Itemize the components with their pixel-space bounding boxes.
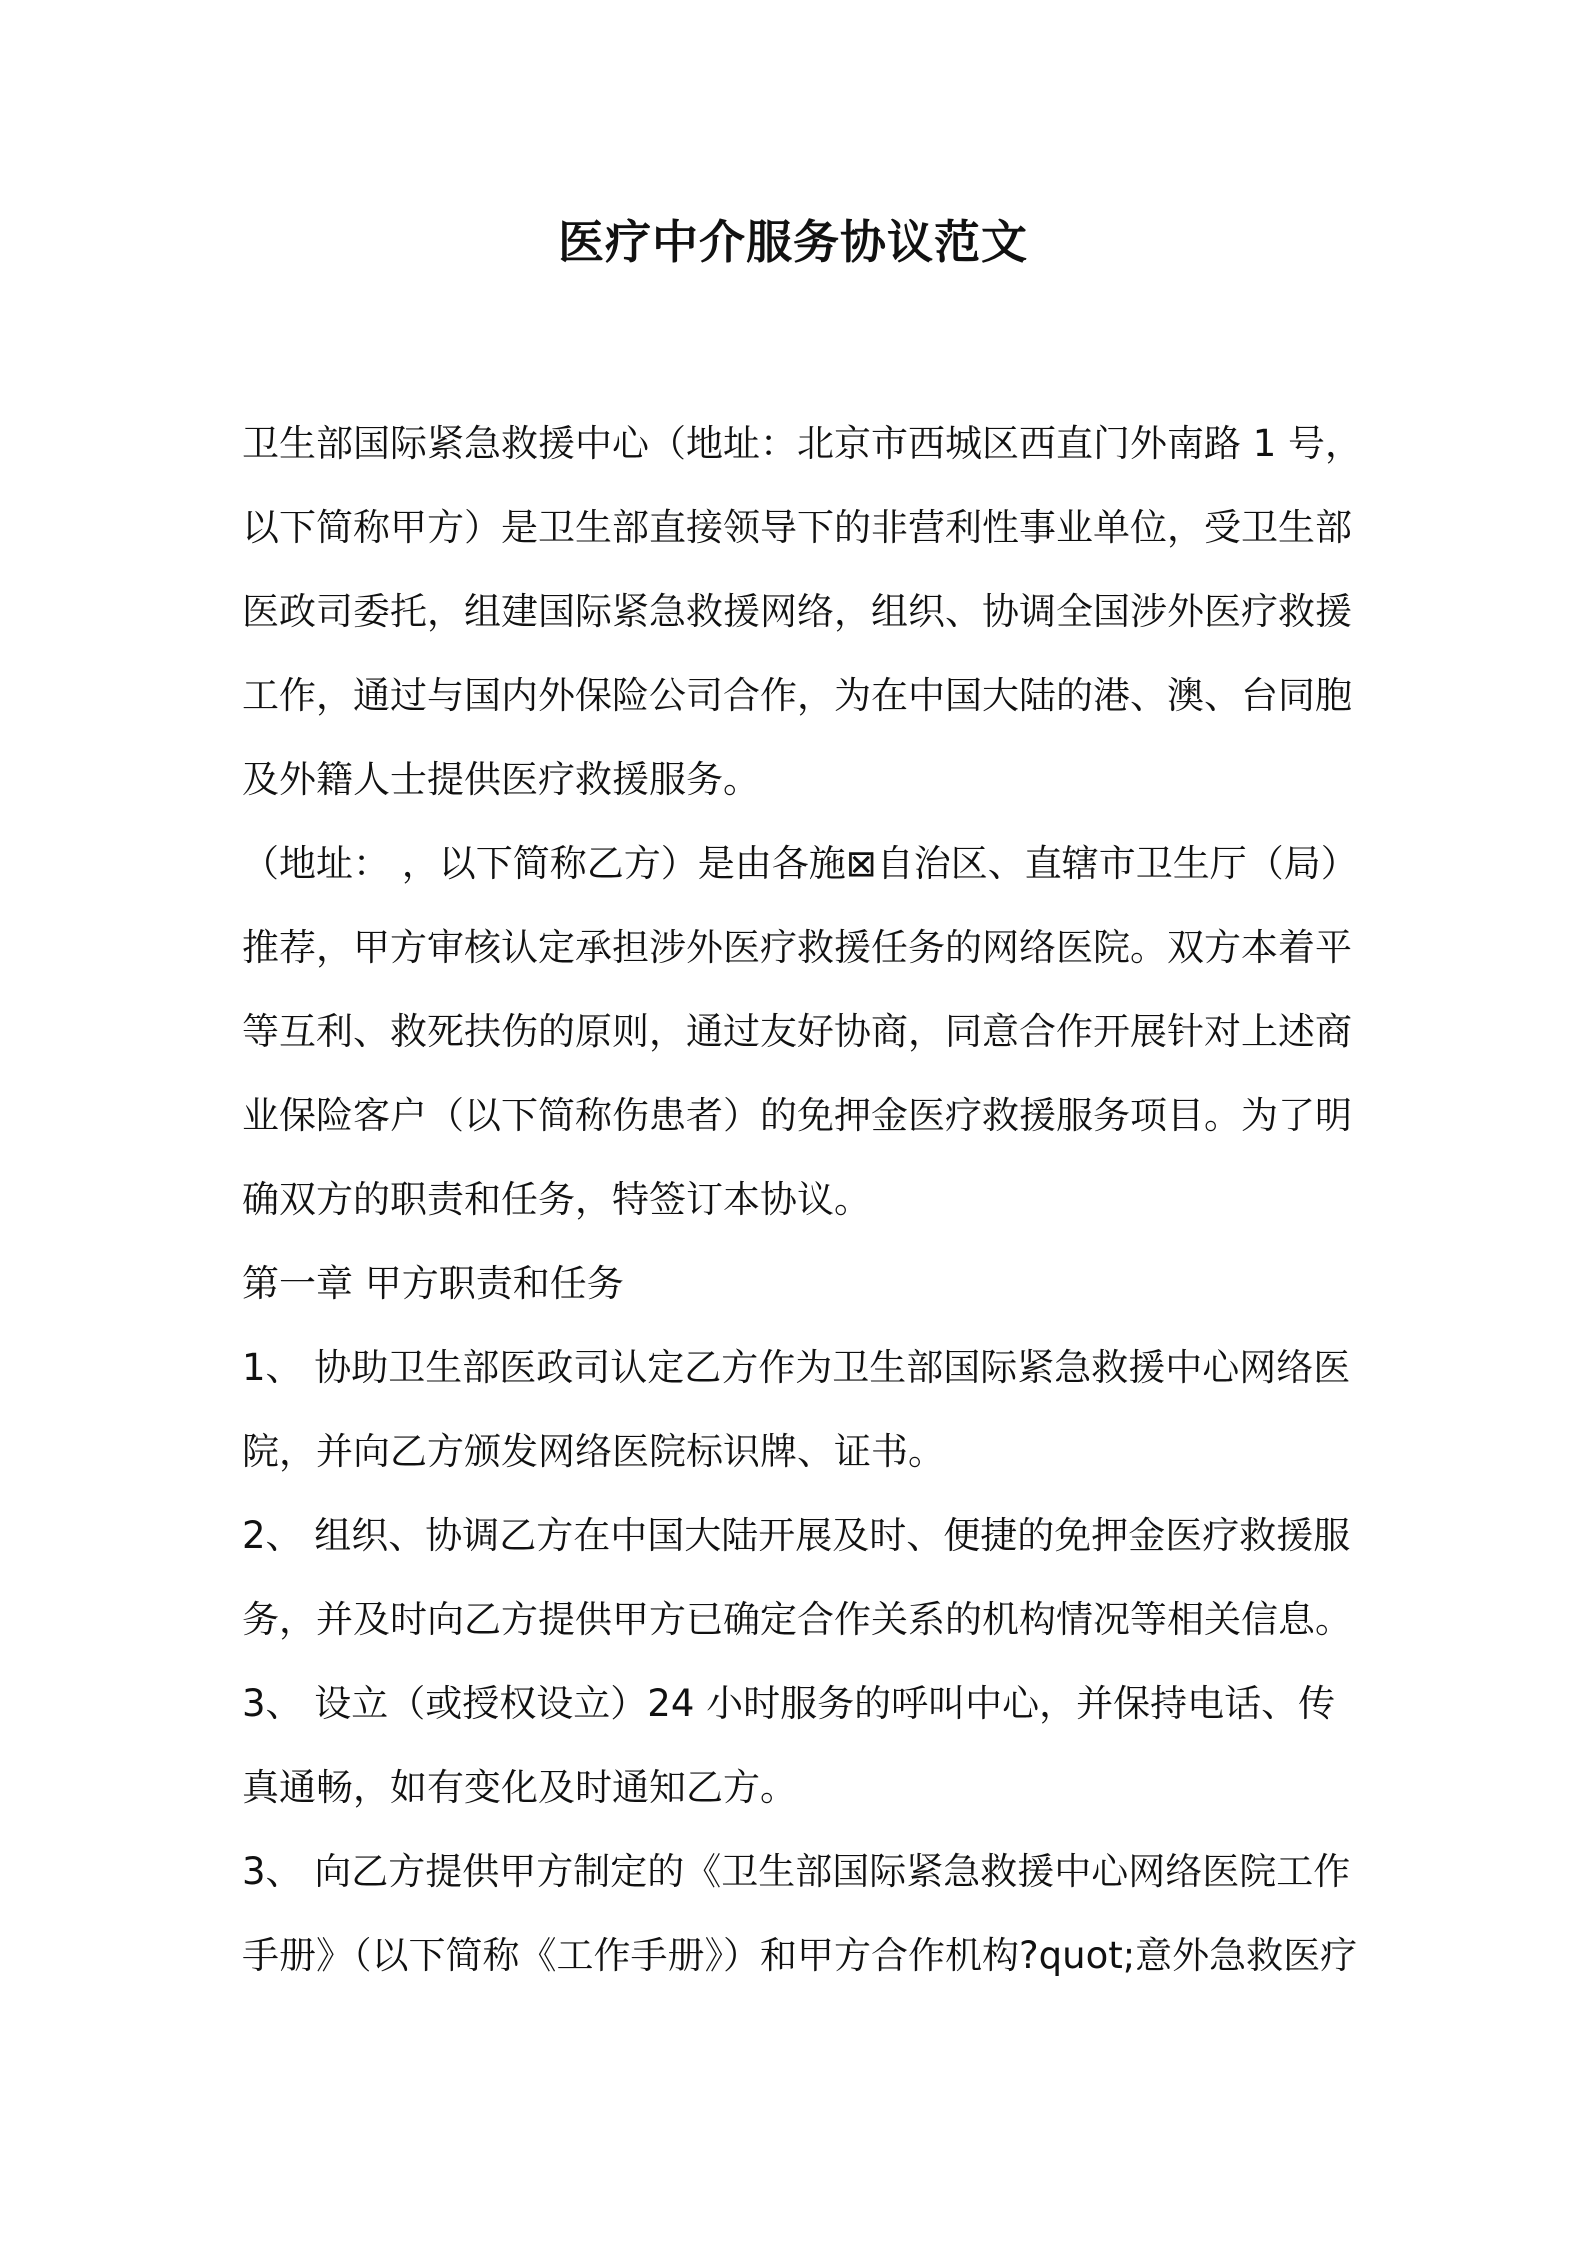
document-body bbox=[242, 402, 1363, 1998]
list-item-line: 务，并及时向乙方提供甲方已确定合作关系的机构情况等相关信息。 bbox=[242, 1598, 1352, 1641]
text-line: （地址： ，以下简称乙方）是由各施⊠自治区、直辖市卫生厅（局） bbox=[242, 842, 1358, 885]
text-line: 确双方的职责和任务，特签订本协议。 bbox=[242, 1178, 871, 1221]
text-line: 业保险客户（以下简称伤患者）的免押金医疗救援服务项目。为了明 bbox=[242, 1094, 1352, 1137]
text-line: 工作，通过与国内外保险公司合作，为在中国大陆的港、澳、台同胞 bbox=[242, 674, 1352, 717]
list-item-line: 2、 组织、协调乙方在中国大陆开展及时、便捷的免押金医疗救援服 bbox=[242, 1514, 1351, 1557]
text-line: 等互利、救死扶伤的原则，通过友好协商，同意合作开展针对上述商 bbox=[242, 1010, 1352, 1053]
text-line: 推荐，甲方审核认定承担涉外医疗救援任务的网络医院。双方本着平 bbox=[242, 926, 1352, 969]
chapter-heading: 第一章 甲方职责和任务 bbox=[242, 1262, 624, 1305]
text-line: 医政司委托，组建国际紧急救援网络，组织、协调全国涉外医疗救援 bbox=[242, 590, 1352, 633]
list-item-line: 院，并向乙方颁发网络医院标识牌、证书。 bbox=[242, 1430, 945, 1473]
text-line: 以下简称甲方）是卫生部直接领导下的非营利性事业单位，受卫生部 bbox=[242, 506, 1352, 549]
list-item-line: 1、 协助卫生部医政司认定乙方作为卫生部国际紧急救援中心网络医 bbox=[242, 1346, 1351, 1389]
text-line: 及外籍人士提供医疗救援服务。 bbox=[242, 758, 760, 801]
document-title: 医疗中介服务协议范文 bbox=[558, 215, 1028, 269]
list-item-line: 手册》（以下简称《工作手册》）和甲方合作机构?quot;意外急救医疗 bbox=[242, 1934, 1358, 1977]
list-item-line: 真通畅，如有变化及时通知乙方。 bbox=[242, 1766, 797, 1809]
list-item-line: 3、 向乙方提供甲方制定的《卫生部国际紧急救援中心网络医院工作 bbox=[242, 1850, 1351, 1893]
list-item-line: 3、 设立（或授权设立）24 小时服务的呼叫中心，并保持电话、传 bbox=[242, 1682, 1336, 1725]
text-line: 卫生部国际紧急救援中心（地址：北京市西城区西直门外南路 1 号， bbox=[242, 422, 1363, 465]
